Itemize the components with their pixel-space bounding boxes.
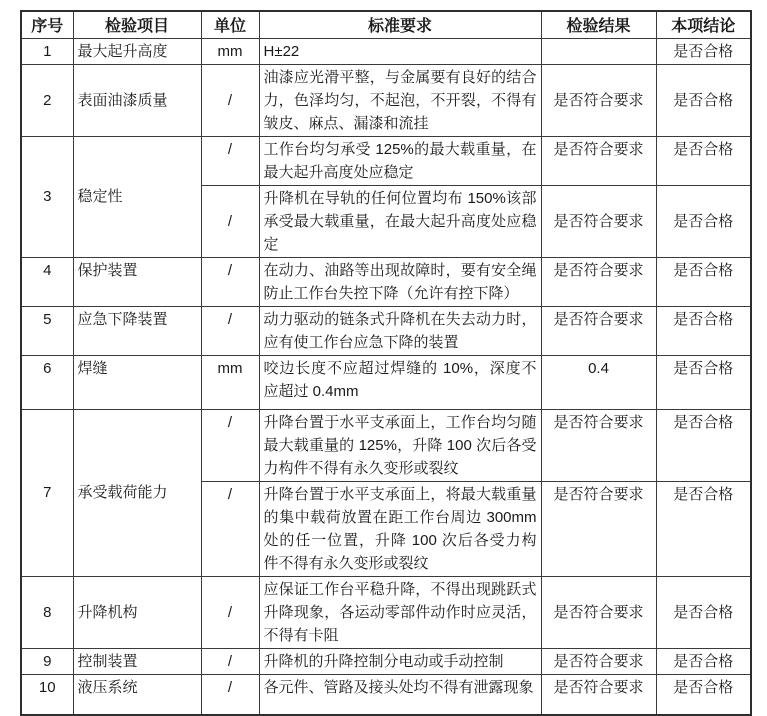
- unit-cell: /: [201, 64, 259, 136]
- inspection-table: [20, 10, 752, 716]
- result-cell: 是否符合要求: [541, 674, 656, 715]
- table-row: [21, 674, 751, 715]
- result-cell: 是否符合要求: [541, 481, 656, 576]
- result-cell: [541, 38, 656, 64]
- header-unit: 单位: [201, 11, 259, 38]
- table-row: [21, 576, 751, 648]
- conclusion-cell: 是否合格: [656, 64, 751, 136]
- seq-cell: 10: [21, 674, 73, 715]
- conclusion-cell: 是否合格: [656, 648, 751, 674]
- requirement-cell: 咬边长度不应超过焊缝的 10%，深度不应超过 0.4mm: [259, 355, 541, 409]
- table-row: [21, 257, 751, 306]
- result-cell: 是否符合要求: [541, 136, 656, 185]
- unit-cell: /: [201, 674, 259, 715]
- requirement-cell: 升降台置于水平支承面上，将最大载重量的集中载荷放置在距工作台周边 300mm 处的任一位置，升降 100 次后各受力构件不得有永久变形或裂纹: [259, 481, 541, 576]
- requirement-cell: 动力驱动的链条式升降机在失去动力时，应有使工作台应急下降的装置: [259, 306, 541, 355]
- item-cell: 保护装置: [73, 257, 201, 306]
- header-conclusion: 本项结论: [656, 11, 751, 38]
- unit-cell: /: [201, 136, 259, 185]
- seq-cell: 9: [21, 648, 73, 674]
- unit-cell: mm: [201, 38, 259, 64]
- result-cell: 是否符合要求: [541, 306, 656, 355]
- item-cell: 最大起升高度: [73, 38, 201, 64]
- item-cell: 控制装置: [73, 648, 201, 674]
- unit-cell: /: [201, 576, 259, 648]
- header-seq: 序号: [21, 11, 73, 38]
- requirement-cell: 升降台置于水平支承面上，工作台均匀随最大载重量的 125%，升降 100 次后各受力构件不得有永久变形或裂纹: [259, 409, 541, 481]
- item-cell: 焊缝: [73, 355, 201, 409]
- table-header-row: [21, 11, 751, 38]
- unit-cell: /: [201, 185, 259, 257]
- unit-cell: /: [201, 409, 259, 481]
- requirement-cell: 油漆应光滑平整，与金属要有良好的结合力，色泽均匀，不起泡，不开裂，不得有皱皮、麻点、漏漆和流挂: [259, 64, 541, 136]
- header-result: 检验结果: [541, 11, 656, 38]
- result-cell: 是否符合要求: [541, 257, 656, 306]
- table-row: [21, 38, 751, 64]
- unit-cell: mm: [201, 355, 259, 409]
- unit-cell: /: [201, 648, 259, 674]
- conclusion-cell: 是否合格: [656, 185, 751, 257]
- header-requirement: 标准要求: [259, 11, 541, 38]
- result-cell: 是否符合要求: [541, 64, 656, 136]
- conclusion-cell: 是否合格: [656, 481, 751, 576]
- requirement-cell: 升降机在导轨的任何位置均布 150%该部承受最大载重量，在最大起升高度处应稳定: [259, 185, 541, 257]
- header-item: 检验项目: [73, 11, 201, 38]
- item-cell: 液压系统: [73, 674, 201, 715]
- table-row: [21, 306, 751, 355]
- result-cell: 是否符合要求: [541, 185, 656, 257]
- unit-cell: /: [201, 306, 259, 355]
- conclusion-cell: 是否合格: [656, 38, 751, 64]
- seq-cell: 2: [21, 64, 73, 136]
- requirement-cell: H±22: [259, 38, 541, 64]
- seq-cell: 4: [21, 257, 73, 306]
- requirement-cell: 升降机的升降控制分电动或手动控制: [259, 648, 541, 674]
- table-row: [21, 409, 751, 481]
- requirement-cell: 工作台均匀承受 125%的最大载重量，在最大起升高度处应稳定: [259, 136, 541, 185]
- seq-cell: 6: [21, 355, 73, 409]
- item-cell: 表面油漆质量: [73, 64, 201, 136]
- table-row: [21, 64, 751, 136]
- unit-cell: /: [201, 481, 259, 576]
- conclusion-cell: 是否合格: [656, 674, 751, 715]
- table-row: [21, 136, 751, 185]
- seq-cell: 1: [21, 38, 73, 64]
- result-cell: 是否符合要求: [541, 409, 656, 481]
- result-cell: 0.4: [541, 355, 656, 409]
- result-cell: 是否符合要求: [541, 648, 656, 674]
- conclusion-cell: 是否合格: [656, 257, 751, 306]
- requirement-cell: 应保证工作台平稳升降，不得出现跳跃式升降现象，各运动零部件动作时应灵活，不得有卡阻: [259, 576, 541, 648]
- seq-cell: 5: [21, 306, 73, 355]
- item-cell: 稳定性: [73, 136, 201, 257]
- conclusion-cell: 是否合格: [656, 136, 751, 185]
- item-cell: 应急下降装置: [73, 306, 201, 355]
- unit-cell: /: [201, 257, 259, 306]
- conclusion-cell: 是否合格: [656, 355, 751, 409]
- seq-cell: 7: [21, 409, 73, 576]
- conclusion-cell: 是否合格: [656, 576, 751, 648]
- requirement-cell: 各元件、管路及接头处均不得有泄露现象: [259, 674, 541, 715]
- conclusion-cell: 是否合格: [656, 409, 751, 481]
- table-body: [21, 38, 751, 715]
- table-row: [21, 355, 751, 409]
- seq-cell: 8: [21, 576, 73, 648]
- item-cell: 承受载荷能力: [73, 409, 201, 576]
- requirement-cell: 在动力、油路等出现故障时，要有安全绳防止工作台失控下降（允许有控下降）: [259, 257, 541, 306]
- conclusion-cell: 是否合格: [656, 306, 751, 355]
- result-cell: 是否符合要求: [541, 576, 656, 648]
- table-row: [21, 648, 751, 674]
- item-cell: 升降机构: [73, 576, 201, 648]
- seq-cell: 3: [21, 136, 73, 257]
